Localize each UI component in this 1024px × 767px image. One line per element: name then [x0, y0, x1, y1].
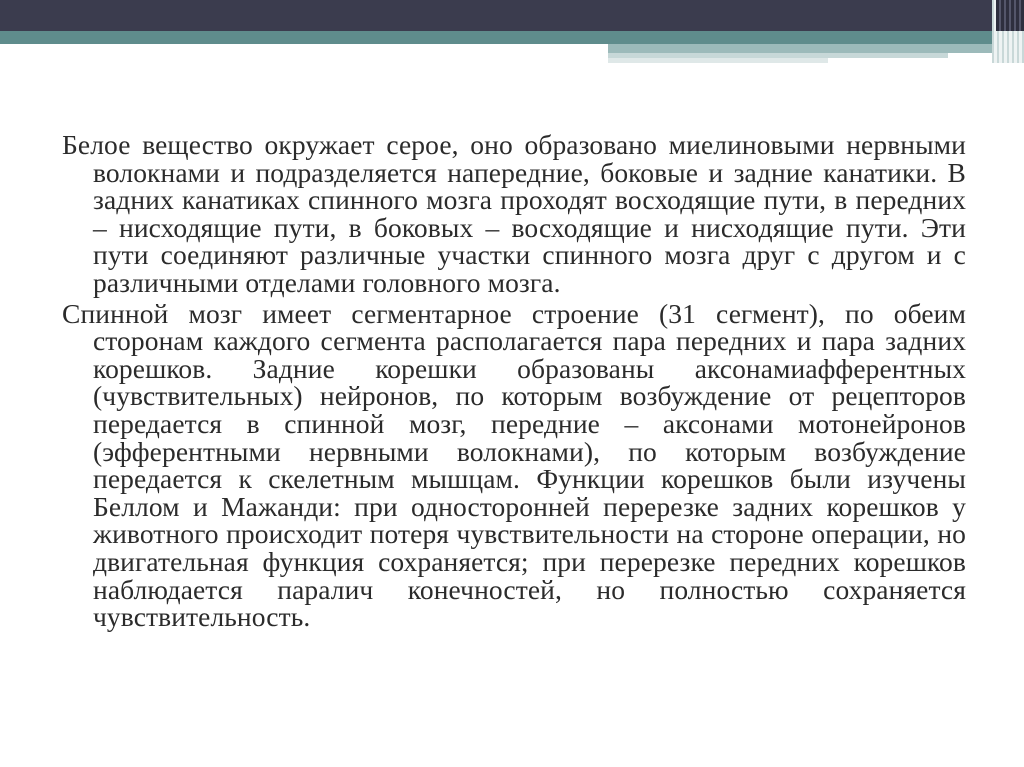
header-accent-stripe: [608, 44, 1024, 53]
paragraph-white-matter: Белое вещество окружает серое, оно образовано миелиновыми нервными волокнами и подразделяется напередние, боковые и задние канатики. В задних канатиках спинного мозга проходят восходящие пути, в передних – нисходящие пути, в боковых – восходящие и нисходящие пути. Эти пути соединяют различные участки спинного мозга друг с другом и с различными отделами головного мозга.: [62, 129, 966, 298]
header-bar-teal: [0, 31, 1024, 44]
slide-body: [62, 131, 966, 631]
header-edge-stripes-dark: [996, 0, 1024, 31]
header-bar-dark: [0, 0, 1024, 31]
paragraph-spinal-segments: Спинной мозг имеет сегментарное строение (31 сегмент), по обеим сторонам каждого сегмента располагается пара передних и пара задних корешков. Задние корешки образованы аксонамиафферентных (чувствительных) нейронов, по которым возбуждение от рецепторов передается в спинной мозг, передние – аксонами мотонейронов (эфферентными нервными волокнами), по которым возбуждение передается к скелетным мышцам. Функции корешков были изучены Беллом и Мажанди: при односторонней перерезке задних корешков у животного происходит потеря чувствительности на стороне операции, но двигательная функция сохраняется; при перерезке передних корешков наблюдается паралич конечностей, но полностью сохраняется чувствительность.: [62, 297, 966, 633]
header-accent-stripe: [608, 58, 828, 63]
